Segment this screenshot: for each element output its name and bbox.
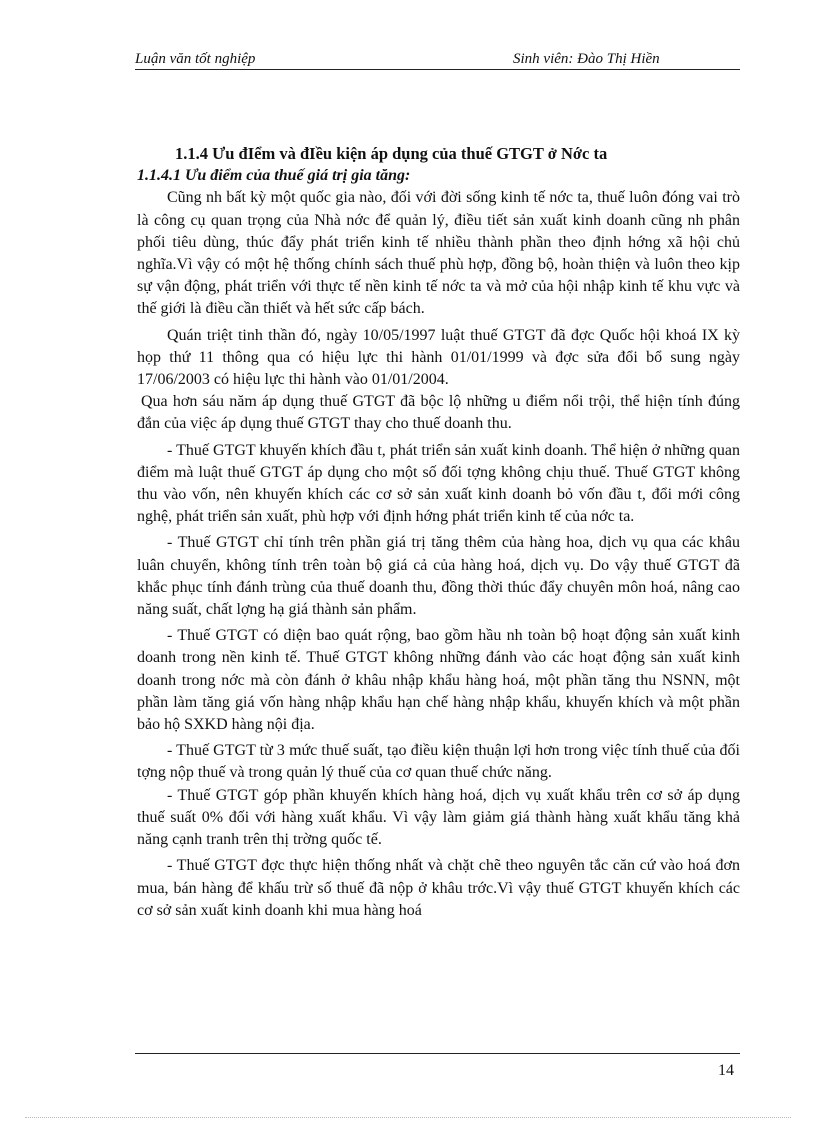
section-title: 1.1.4 Ưu đIểm và đIều kiện áp dụng của thuế GTGT ở Nớc ta [175, 144, 608, 163]
paragraph-5: - Thuế GTGT chỉ tính trên phần giá trị tăng thêm của hàng hoa, dịch vụ qua các khâu luân chuyển, không tính trên toàn bộ giá cả của hàng hoá, dịch vụ. Do vậy thuế GTGT đã khắc phục tính đánh trùng của thuế doanh thu, đồng thời thúc đẩy chuyên môn hoá, nâng cao năng suất, chất lợng hạ giá thành sản phẩm. [137, 534, 740, 619]
page-bottom-border [25, 1117, 791, 1118]
paragraph-3: Qua hơn sáu năm áp dụng thuế GTGT đã bộc lộ những u điểm nổi trội, thể hiện tính đúng đắn của việc áp dụng thuế GTGT thay cho thuế doanh thu. [137, 393, 740, 433]
paragraph-2: Quán triệt tinh thần đó, ngày 10/05/1997 luật thuế GTGT đã đợc Quốc hội khoá IX kỳ họp thứ 11 thông qua có hiệu lực thi hành 01/01/1999 và đợc sửa đổi bổ sung ngày 17/06/2003 có hiệu lực thi hành vào 01/01/2004. [137, 326, 740, 389]
paragraph-4: - Thuế GTGT khuyến khích đầu t, phát triển sản xuất kinh doanh. Thể hiện ở những quan điểm mà luật thuế GTGT áp dụng cho một số đối tợng không chịu thuế. Thuế GTGT không thu vào vốn, nên khuyến khích các cơ sở sản xuất kinh doanh bỏ vốn đầu t, đổi mới công nghệ, phát triển sản xuất, phù hợp với định hớng phát triển kinh tế của nớc ta. [137, 441, 740, 526]
paragraph-1: Cũng nh bất kỳ một quốc gia nào, đối với đời sống kinh tế nớc ta, thuế luôn đóng vai trò là công cụ quan trọng của Nhà nớc để quản lý, điều tiết sản xuất kinh doanh cũng nh phân phối tiêu dùng, thúc đẩy phát triển kinh tế nhiều thành phần theo định hớng xã hội chủ nghĩa.Vì vậy có một hệ thống chính sách thuế phù hợp, đồng bộ, hoàn thiện và luôn theo kịp sự vận động, phát triển với thực tế nền kinh tế nớc ta và mở của hội nhập kinh tế khu vực và thế giới là điều cần thiết và hết sức cấp bách. [137, 189, 740, 318]
page-number: 14 [718, 1062, 734, 1079]
footer-divider [135, 1053, 740, 1054]
student-name: Sinh viên: Đào Thị Hiền [513, 51, 660, 67]
thesis-label: Luận văn tốt nghiệp [135, 51, 256, 67]
paragraph-8: - Thuế GTGT góp phần khuyến khích hàng hoá, dịch vụ xuất khẩu trên cơ sở áp dụng thuế suất 0% đối với hàng xuất khẩu. Vì vậy làm giảm giá thành hàng xuất khẩu tăng khả năng cạnh tranh trên thị trờng quốc tế. [137, 786, 740, 849]
page-body [137, 143, 740, 922]
paragraph-7: - Thuế GTGT từ 3 mức thuế suất, tạo điều kiện thuận lợi hơn trong việc tính thuế của đối tợng nộp thuế và trong quản lý thuế của cơ quan thuế chức năng. [137, 742, 740, 782]
page-header [135, 49, 740, 70]
paragraph-6: - Thuế GTGT có diện bao quát rộng, bao gồm hầu nh toàn bộ hoạt động sản xuất kinh doanh trong nền kinh tế. Thuế GTGT không những đánh vào các hoạt động sản xuất kinh doanh trong nớc mà còn đánh ở khâu nhập khẩu hàng hoá, một phần tăng thu NSNN, một phần làm tăng giá vốn hàng nhập khẩu hạn chế hàng nhập khẩu, khuyến khích và một phần bảo hộ SXKD hàng nội địa. [137, 627, 740, 734]
subsection-title: 1.1.4.1 Ưu điểm của thuế giá trị gia tăng: [137, 167, 411, 185]
paragraph-9: - Thuế GTGT đợc thực hiện thống nhất và chặt chẽ theo nguyên tắc căn cứ vào hoá đơn mua, bán hàng để khấu trừ số thuế đã nộp ở khâu trớc.Vì vậy thuế GTGT khuyến khích các cơ sở sản xuất kinh doanh khi mua hàng hoá [137, 857, 740, 919]
